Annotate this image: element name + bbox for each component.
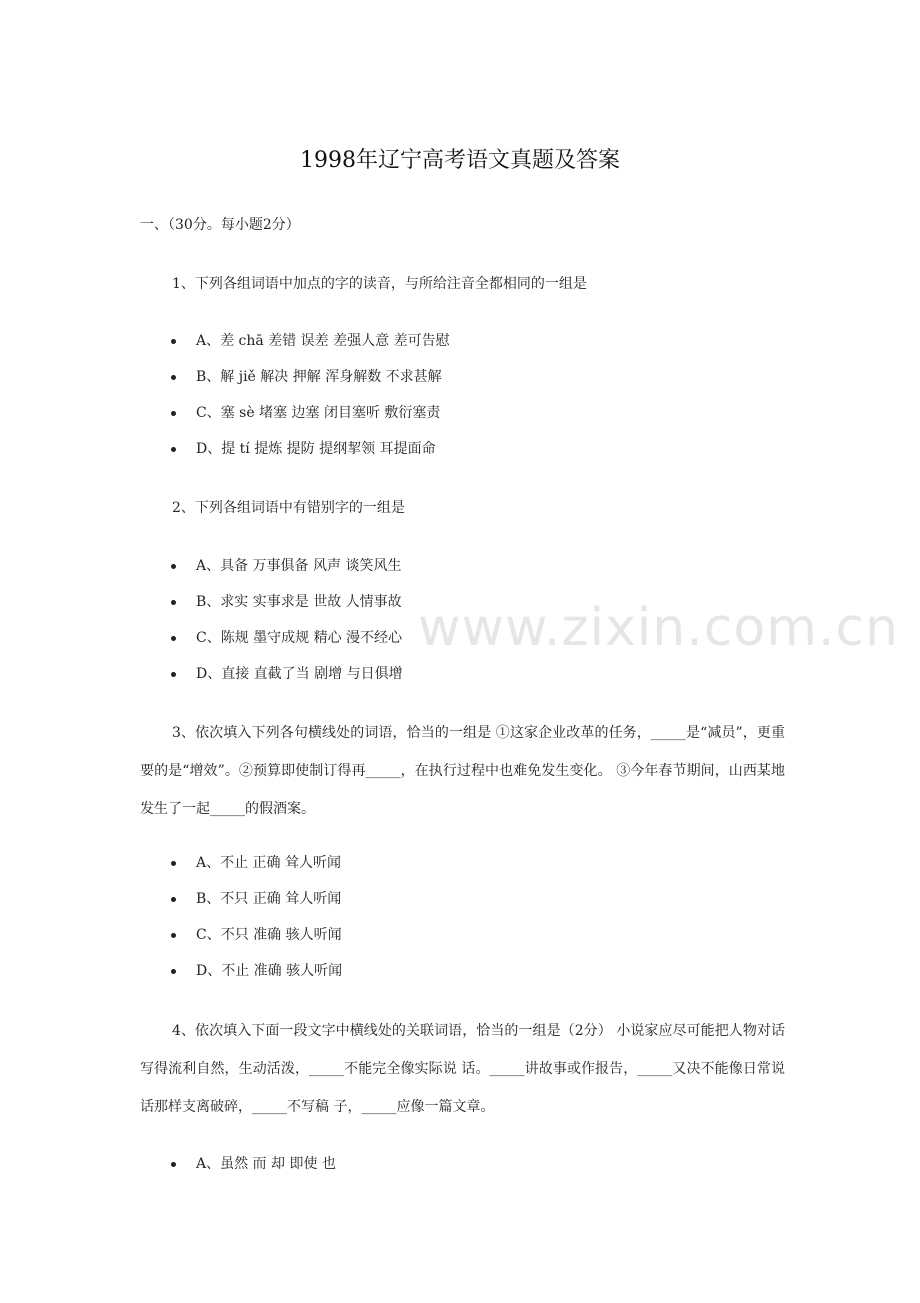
page-title: 1998年辽宁高考语文真题及答案: [300, 148, 620, 173]
question-4-text: 4、依次填入下面一段文字中横线处的关联词语，恰当的一组是（2分） 小说家应尽可能把人物对话写得流利自然，生动活泼，_____不能完全像实际说 话。_____讲故事或作报告，_____又决不能像日常说话那样支离破碎，_____不写稿 子，_____应像一篇文章。: [140, 1023, 785, 1115]
bullet-icon: [171, 897, 176, 902]
option-text: A、虽然 而 却 即使 也: [196, 1156, 336, 1172]
option-text: A、具备 万事俱备 风声 谈笑风生: [196, 558, 402, 574]
bullet-icon: [171, 447, 176, 452]
option-text: D、提 tí 提炼 提防 提纲挈领 耳提面命: [196, 441, 436, 457]
question-1-options: [140, 323, 450, 467]
bullet-icon: [171, 933, 176, 938]
option-item: [140, 584, 403, 620]
question-3-text: 3、依次填入下列各句横线处的词语，恰当的一组是 ①这家企业改革的任务，_____是“减员”，更重要的是“增效”。②预算即使制订得再_____，在执行过程中也难免发生变化。 ③今年春节期间，山西某地发生了一起_____的假酒案。: [140, 725, 785, 817]
option-text: C、陈规 墨守成规 精心 漫不经心: [196, 630, 403, 646]
bullet-icon: [171, 600, 176, 605]
option-text: D、直接 直截了当 剧增 与日俱增: [196, 666, 403, 682]
option-item: [140, 1146, 336, 1182]
option-item: [140, 620, 403, 656]
option-text: C、不只 准确 骇人听闻: [196, 927, 342, 943]
option-item: [140, 881, 342, 917]
option-text: C、塞 sè 堵塞 边塞 闭目塞听 敷衍塞责: [196, 405, 441, 421]
bullet-icon: [171, 672, 176, 677]
bullet-icon: [171, 861, 176, 866]
question-2-text: 2、下列各组词语中有错别字的一组是: [172, 500, 405, 516]
option-item: [140, 431, 450, 467]
bullet-icon: [171, 1162, 176, 1167]
option-text: D、不止 准确 骇人听闻: [196, 963, 343, 979]
question-4-options: [140, 1146, 336, 1182]
bullet-icon: [171, 969, 176, 974]
option-item: [140, 359, 450, 395]
option-item: [140, 953, 342, 989]
bullet-icon: [171, 564, 176, 569]
bullet-icon: [171, 636, 176, 641]
question-2-options: [140, 548, 403, 692]
bullet-icon: [171, 339, 176, 344]
section-heading: 一、（30分。每小题2分）: [140, 217, 300, 233]
option-item: [140, 395, 450, 431]
option-text: B、不只 正确 耸人听闻: [196, 891, 342, 907]
option-text: A、不止 正确 耸人听闻: [196, 855, 342, 871]
bullet-icon: [171, 411, 176, 416]
bullet-icon: [171, 375, 176, 380]
option-item: [140, 845, 342, 881]
option-item: [140, 323, 450, 359]
option-item: [140, 656, 403, 692]
option-text: B、求实 实事求是 世故 人情事故: [196, 594, 402, 610]
option-item: [140, 548, 403, 584]
option-text: A、差 chā 差错 误差 差强人意 差可告慰: [196, 333, 450, 349]
option-text: B、解 jiě 解决 押解 浑身解数 不求甚解: [196, 369, 442, 385]
question-1-text: 1、下列各组词语中加点的字的读音，与所给注音全都相同的一组是: [172, 276, 587, 292]
option-item: [140, 917, 342, 953]
question-3-options: [140, 845, 342, 989]
watermark: www.zixin.com.cn: [418, 598, 899, 658]
